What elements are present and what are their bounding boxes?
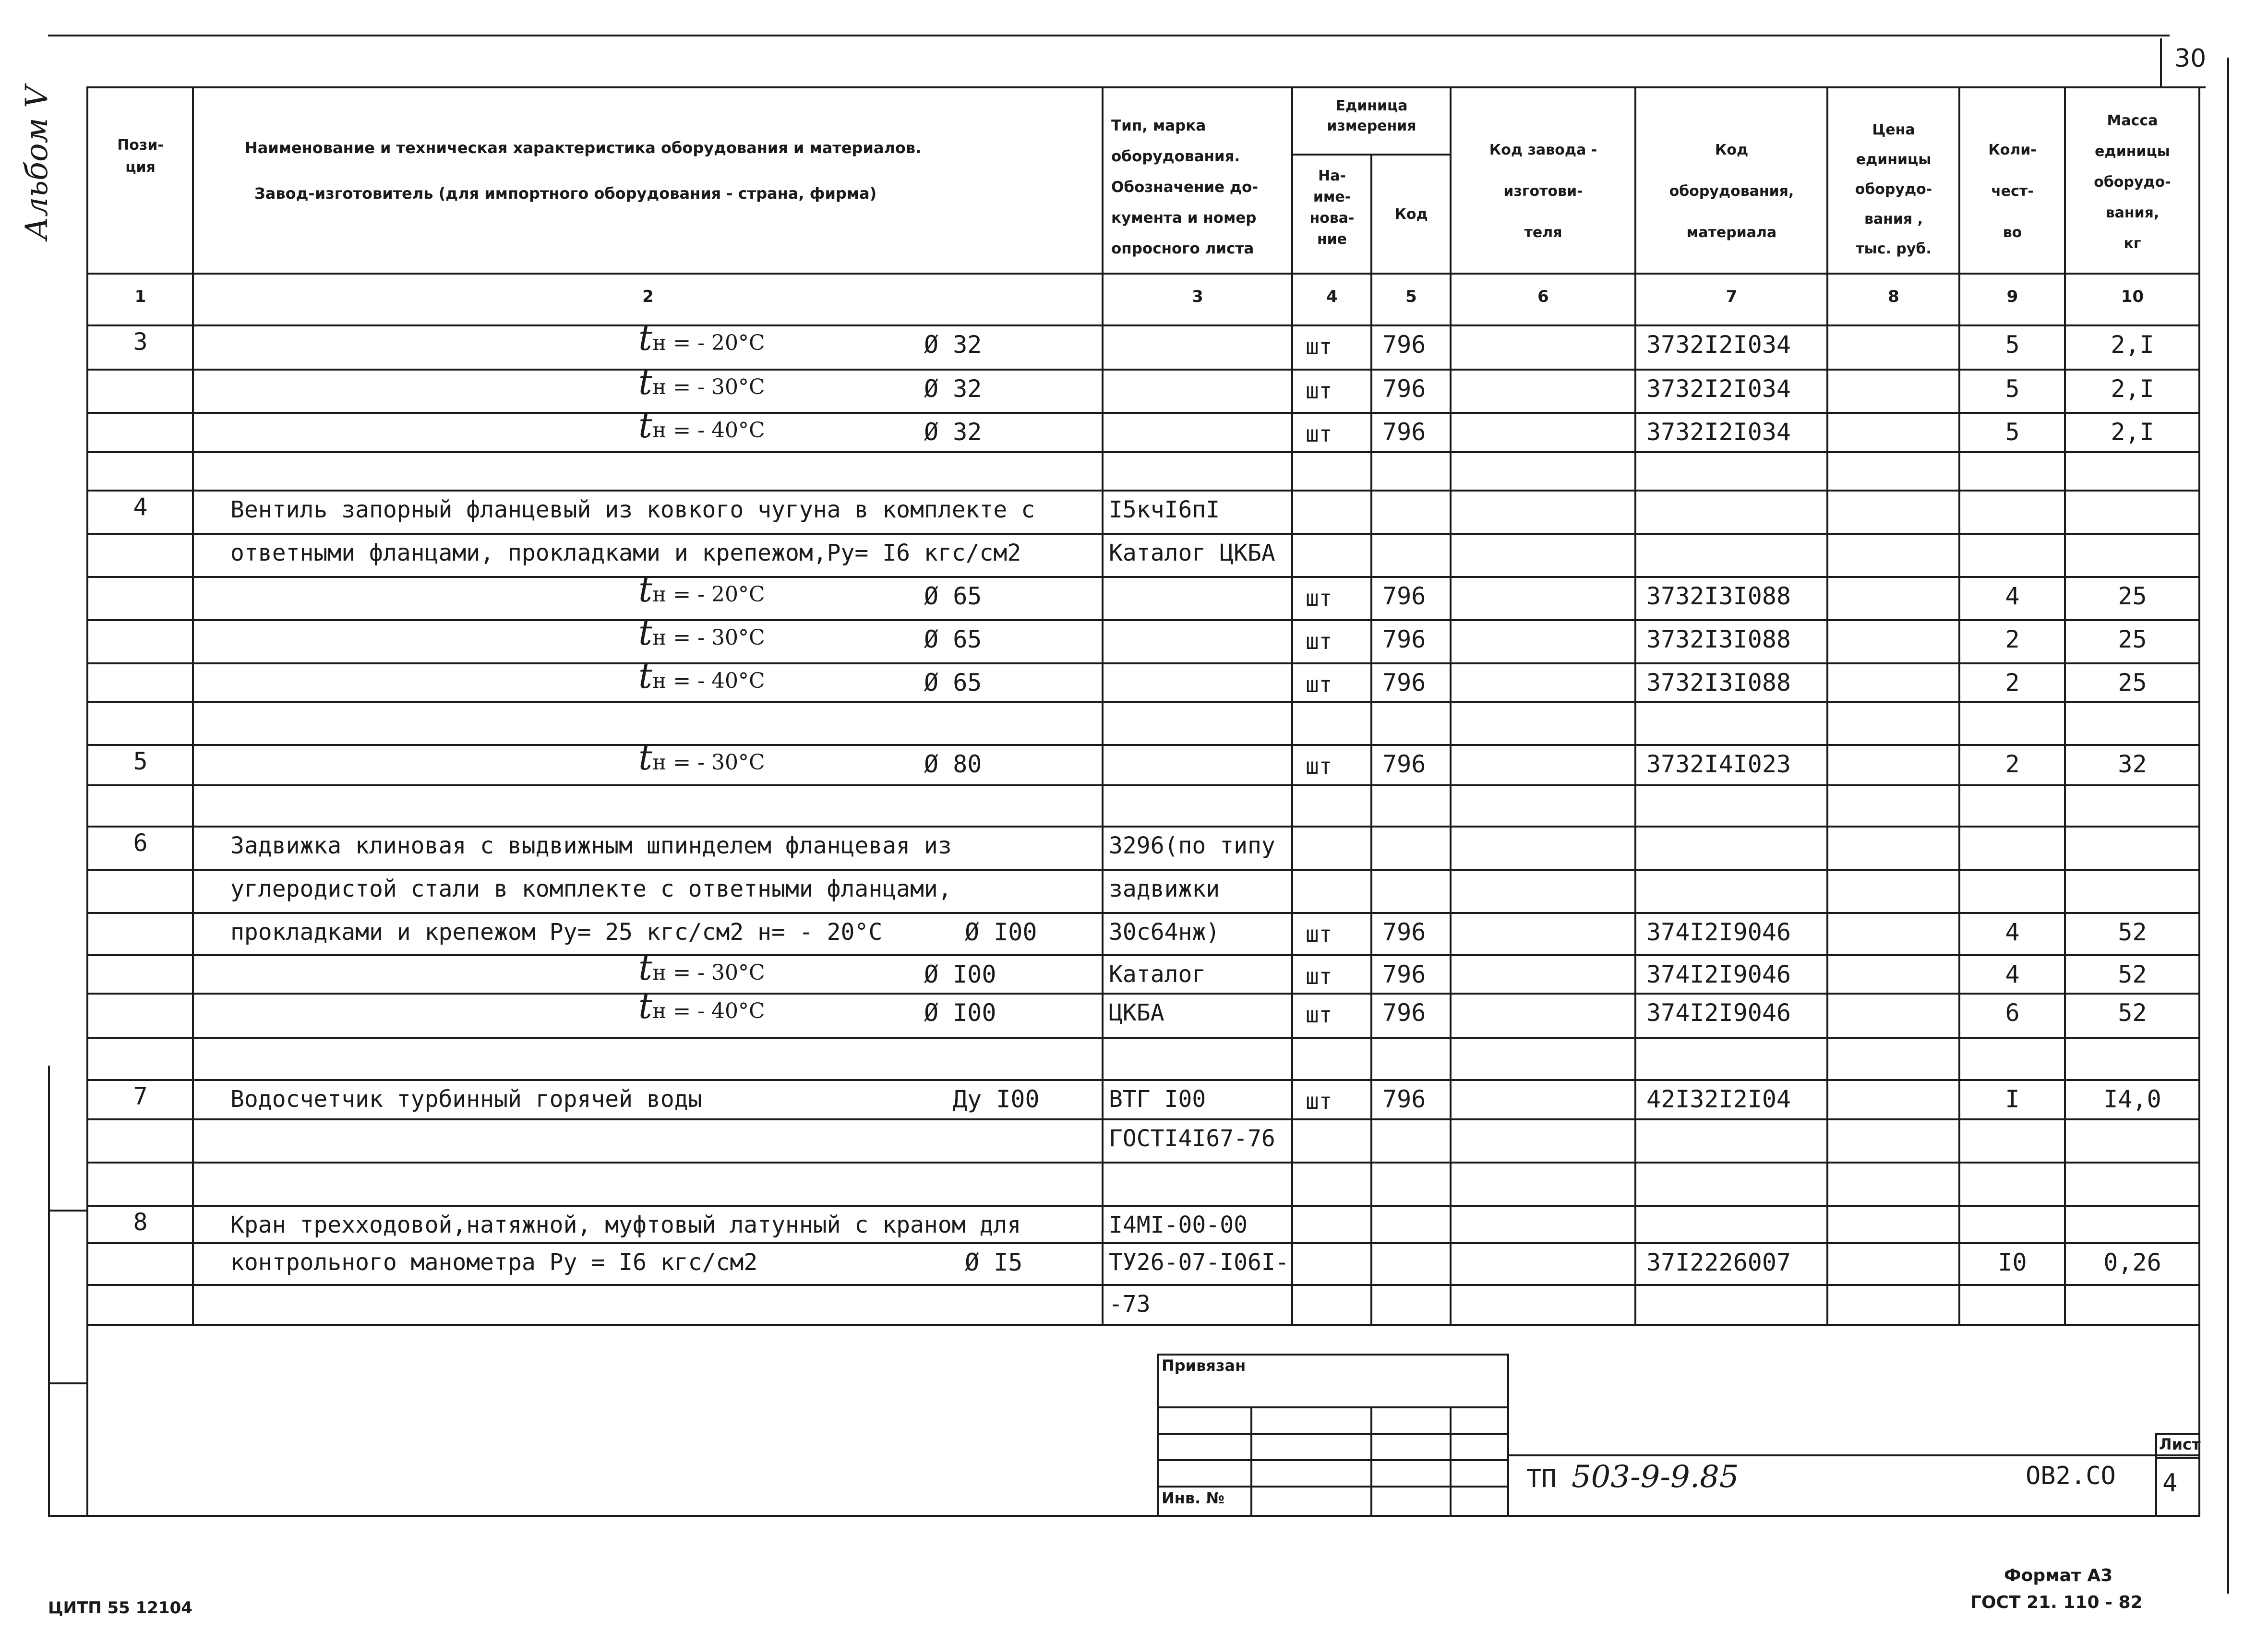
table-top-border [86, 86, 2206, 88]
title-block-top [1507, 1454, 2200, 1456]
colnum-7: 7 [1726, 287, 1738, 306]
unit-group-sep [1291, 154, 1452, 156]
row-line [86, 1205, 2199, 1207]
row-diameter: Ø I00 [924, 960, 996, 988]
row-description: контрольного манометра Ру = I6 кгс/см2 [230, 1249, 758, 1276]
row-diameter: Ø 32 [924, 331, 982, 359]
row-mass: 52 [2118, 918, 2147, 946]
col-line-2 [1102, 86, 1104, 1325]
temperature-value: н = - 30°C [652, 375, 765, 399]
row-equipment-code: 3732I4I023 [1646, 750, 1791, 778]
row-type: Каталог ЦКБА [1109, 540, 1275, 566]
row-quantity: 4 [2005, 582, 2020, 610]
row-unit: шт [1306, 1002, 1332, 1028]
stamp-row-2 [1157, 1433, 1509, 1435]
row-line [86, 1079, 2199, 1081]
row-type: I5кчI6пI [1109, 496, 1220, 523]
header-unit-name: На- име- нова- ние [1309, 168, 1355, 248]
colnum-6: 6 [1537, 287, 1549, 306]
stamp-row-1 [1157, 1406, 1509, 1408]
row-diameter: Ø I00 [965, 918, 1037, 946]
temperature-symbol: t [638, 656, 652, 696]
row-mass: I4,0 [2103, 1085, 2161, 1113]
row-description: Задвижка клиновая с выдвижным шпинделем фланцевая из [230, 832, 952, 859]
row-diameter: Ø 32 [924, 418, 982, 446]
row-line [86, 954, 2199, 956]
header-unit-code: Код [1394, 206, 1428, 223]
header-position: Пози- ция [117, 137, 164, 176]
row-equipment-code: 3732I2I034 [1646, 375, 1791, 403]
row-equipment-code: 3732I3I088 [1646, 582, 1791, 610]
stamp-left [1157, 1354, 1159, 1517]
row-line [86, 1284, 2199, 1286]
row-position: 3 [133, 328, 148, 356]
row-line [86, 1037, 2199, 1039]
row-quantity: 5 [2005, 331, 2020, 359]
colnum-8: 8 [1888, 287, 1899, 306]
footer-format: Формат А3 [2004, 1566, 2113, 1585]
right-frame-line [2227, 58, 2229, 1594]
row-quantity: 4 [2005, 918, 2020, 946]
stamp-project [1526, 1459, 1739, 1495]
colnum-4: 4 [1326, 287, 1338, 306]
row-type: задвижки [1109, 876, 1220, 902]
row-position: 5 [133, 747, 148, 775]
row-unit-code: 796 [1382, 375, 1426, 403]
row-mass: 52 [2118, 960, 2147, 988]
col-line-1 [192, 86, 194, 1325]
row-type: I4МI-00-00 [1109, 1212, 1248, 1238]
left-strip-sep-1 [48, 1210, 87, 1212]
row-line [86, 1118, 2199, 1120]
row-mass: 25 [2118, 669, 2147, 696]
stamp-sheet-number: 4 [2162, 1469, 2178, 1498]
row-unit: шт [1306, 963, 1332, 989]
row-equipment-code: 3732I2I034 [1646, 418, 1791, 446]
stamp-row-4 [1157, 1486, 1509, 1488]
row-quantity: 2 [2005, 750, 2020, 778]
row-unit: шт [1306, 628, 1332, 654]
row-equipment-code: 42I32I2I04 [1646, 1085, 1791, 1113]
stamp-privyazan: Привязан [1162, 1356, 1246, 1375]
colnum-10: 10 [2121, 287, 2144, 306]
row-position: 6 [133, 829, 148, 857]
sheet-number-top: 30 [2174, 44, 2207, 73]
row-diameter: Ø 65 [924, 669, 982, 696]
row-unit: шт [1306, 585, 1332, 611]
row-quantity: 2 [2005, 669, 2020, 696]
row-unit: шт [1306, 1088, 1332, 1114]
col-line-7 [1826, 86, 1828, 1325]
row-line [86, 1162, 2199, 1164]
temperature-value: н = - 40°C [652, 418, 765, 443]
row-unit-code: 796 [1382, 625, 1426, 653]
row-type: -73 [1109, 1291, 1151, 1318]
left-strip-inner [86, 86, 88, 1517]
frame-bottom [48, 1515, 2200, 1517]
row-quantity: I0 [1998, 1248, 2027, 1276]
row-type: ТУ26-07-I06I- [1109, 1249, 1289, 1276]
temperature-spec [638, 948, 765, 988]
row-type: 3296(по типу [1109, 832, 1275, 859]
row-unit: шт [1306, 672, 1332, 697]
stamp-col-4 [1507, 1354, 1509, 1517]
row-diameter: Ø 65 [924, 625, 982, 653]
row-quantity: 6 [2005, 999, 2020, 1027]
row-quantity: I [2005, 1085, 2020, 1113]
temperature-spec [638, 569, 765, 610]
stamp-col-1 [1250, 1406, 1252, 1517]
temperature-spec [638, 737, 765, 778]
colnum-3: 3 [1192, 287, 1203, 306]
temperature-symbol: t [638, 986, 652, 1026]
row-quantity: 5 [2005, 418, 2020, 446]
row-line [86, 826, 2199, 828]
temperature-spec [638, 656, 765, 696]
row-equipment-code: 374I2I9046 [1646, 960, 1791, 988]
row-position: 8 [133, 1208, 148, 1236]
row-unit-code: 796 [1382, 1085, 1426, 1113]
stamp-project-prefix: ТП [1526, 1464, 1557, 1493]
row-equipment-code: 37I2226007 [1646, 1248, 1791, 1276]
colnum-5: 5 [1405, 287, 1417, 306]
row-type: Каталог [1109, 961, 1206, 988]
row-unit-code: 796 [1382, 331, 1426, 359]
row-line [86, 869, 2199, 871]
temperature-value: н = - 40°C [652, 999, 765, 1023]
row-equipment-code: 3732I3I088 [1646, 625, 1791, 653]
row-unit-code: 796 [1382, 918, 1426, 946]
row-mass: 2,I [2111, 418, 2154, 446]
stamp-col-2 [1370, 1406, 1372, 1517]
row-unit: шт [1306, 421, 1332, 447]
row-position: 7 [133, 1082, 148, 1110]
col-line-6 [1634, 86, 1636, 1325]
row-line [86, 576, 2199, 578]
header-name-line2: Завод-изготовитель (для импортного оборудования - страна, фирма) [254, 184, 877, 203]
row-unit-code: 796 [1382, 669, 1426, 696]
row-description: Водосчетчик турбинный горячей воды [230, 1086, 702, 1113]
col-line-10 [2198, 86, 2200, 1517]
stamp-row-3 [1157, 1459, 1509, 1461]
footer-gost: ГОСТ 21. 110 - 82 [1970, 1593, 2143, 1612]
row-line [86, 784, 2199, 786]
temperature-value: н = - 20°C [652, 331, 765, 355]
temperature-symbol: t [638, 948, 652, 988]
col-line-3 [1291, 86, 1293, 1325]
row-mass: 0,26 [2103, 1248, 2161, 1276]
footer-left: ЦИТП 55 12104 [48, 1598, 192, 1618]
temperature-symbol: t [638, 318, 652, 358]
header-price: Цена единицы оборудо- вания , тыс. руб. [1855, 121, 1932, 257]
album-label: Альбом V [19, 85, 55, 240]
row-unit-code: 796 [1382, 418, 1426, 446]
row-description: ответными фланцами, прокладками и крепежом,Ру= I6 кгс/см2 [230, 540, 1021, 566]
colnum-1: 1 [134, 287, 146, 306]
colnum-2: 2 [642, 287, 654, 306]
header-bottom [86, 273, 2199, 275]
top-rule [48, 35, 2170, 36]
row-line [86, 412, 2199, 414]
header-type: Тип, марка оборудования. Обозначение до- кумента и номер опросного листа [1111, 117, 1259, 257]
col-line-4 [1370, 154, 1372, 1325]
temperature-spec [638, 986, 765, 1026]
row-diameter: Ø 80 [924, 750, 982, 778]
row-unit-code: 796 [1382, 960, 1426, 988]
row-unit-code: 796 [1382, 999, 1426, 1027]
sheet-cell-top [2155, 1433, 2200, 1435]
row-description: прокладками и крепежом Ру= 25 кгс/см2 н= - 20°C [230, 919, 883, 946]
row-equipment-code: 3732I3I088 [1646, 669, 1791, 696]
temperature-value: н = - 20°C [652, 582, 765, 607]
row-quantity: 4 [2005, 960, 2020, 988]
row-description: углеродистой стали в комплекте с ответными фланцами, [230, 876, 952, 902]
temperature-value: н = - 30°C [652, 625, 765, 650]
stamp-top [1157, 1354, 1509, 1356]
header-equipment-code: Код оборудования, материала [1669, 142, 1794, 241]
stamp-inv-no: Инв. № [1162, 1489, 1224, 1507]
row-line [86, 1242, 2199, 1244]
row-description: Вентиль запорный фланцевый из ковкого чугуна в комплекте с [230, 496, 1035, 523]
row-type: ВТГ I00 [1109, 1086, 1206, 1113]
header-quantity: Коли- чест- во [1988, 142, 2037, 241]
row-mass: 2,I [2111, 331, 2154, 359]
row-line [86, 701, 2199, 703]
header-name-line1: Наименование и техническая характеристика оборудования и материалов. [245, 139, 922, 157]
row-mass: 52 [2118, 999, 2147, 1027]
row-diameter: Ø 32 [924, 375, 982, 403]
row-line [86, 451, 2199, 453]
row-type: 30с64нж) [1109, 919, 1220, 946]
row-line [86, 993, 2199, 995]
temperature-value: н = - 30°C [652, 750, 765, 775]
row-mass: 25 [2118, 582, 2147, 610]
row-unit-code: 796 [1382, 582, 1426, 610]
temperature-spec [638, 362, 765, 402]
colnum-9: 9 [2006, 287, 2018, 306]
temperature-symbol: t [638, 737, 652, 778]
row-equipment-code: 3732I2I034 [1646, 331, 1791, 359]
row-diameter: Ø I5 [965, 1248, 1023, 1276]
row-quantity: 2 [2005, 625, 2020, 653]
temperature-value: н = - 40°C [652, 669, 765, 693]
row-equipment-code: 374I2I9046 [1646, 918, 1791, 946]
sheet-number-box-left [2160, 38, 2162, 88]
row-line [86, 619, 2199, 621]
row-mass: 32 [2118, 750, 2147, 778]
row-line [86, 533, 2199, 535]
row-line [86, 662, 2199, 664]
header-unit-group: Единица измерения [1327, 97, 1416, 134]
temperature-spec [638, 612, 765, 653]
row-unit: шт [1306, 378, 1332, 404]
colnum-bottom [86, 324, 2199, 326]
temperature-spec [638, 405, 765, 445]
temperature-spec [638, 318, 765, 358]
row-line [86, 744, 2199, 746]
row-equipment-code: 374I2I9046 [1646, 999, 1791, 1027]
row-description: Кран трехходовой,натяжной, муфтовый латунный с краном для [230, 1212, 1021, 1238]
sheet-cell-left [2155, 1433, 2157, 1517]
row-unit: шт [1306, 753, 1332, 779]
row-diameter: Ду I00 [953, 1085, 1040, 1113]
col-line-9 [2064, 86, 2066, 1325]
col-line-8 [1958, 86, 1960, 1325]
row-line [86, 369, 2199, 371]
row-line [86, 912, 2199, 914]
temperature-symbol: t [638, 405, 652, 445]
row-mass: 25 [2118, 625, 2147, 653]
left-strip-sep-2 [48, 1382, 87, 1384]
row-type: ЦКБА [1109, 999, 1164, 1026]
row-quantity: 5 [2005, 375, 2020, 403]
left-strip-outer [48, 1066, 50, 1517]
col-line-5 [1450, 86, 1452, 1325]
row-position: 4 [133, 493, 148, 521]
temperature-symbol: t [638, 362, 652, 402]
header-mass: Масса единицы оборудо- вания, кг [2094, 112, 2171, 252]
row-line [86, 490, 2199, 492]
row-mass: 2,I [2111, 375, 2154, 403]
sheet-cell-mid [2155, 1457, 2200, 1459]
header-manufacturer-code: Код завода - изготови- теля [1489, 142, 1597, 241]
temperature-symbol: t [638, 612, 652, 653]
table-bottom [86, 1324, 2199, 1326]
stamp-project-code: 503-9-9.85 [1571, 1459, 1739, 1495]
temperature-symbol: t [638, 569, 652, 610]
row-diameter: Ø I00 [924, 999, 996, 1027]
row-unit: шт [1306, 334, 1332, 360]
row-type: ГОСТI4I67-76 [1109, 1125, 1275, 1152]
stamp-doc-code: ОВ2.СО [2026, 1462, 2116, 1490]
row-unit-code: 796 [1382, 750, 1426, 778]
row-diameter: Ø 65 [924, 582, 982, 610]
temperature-value: н = - 30°C [652, 960, 765, 985]
stamp-sheet-label: Лист [2159, 1435, 2201, 1453]
row-unit: шт [1306, 921, 1332, 947]
stamp-col-3 [1450, 1406, 1452, 1517]
